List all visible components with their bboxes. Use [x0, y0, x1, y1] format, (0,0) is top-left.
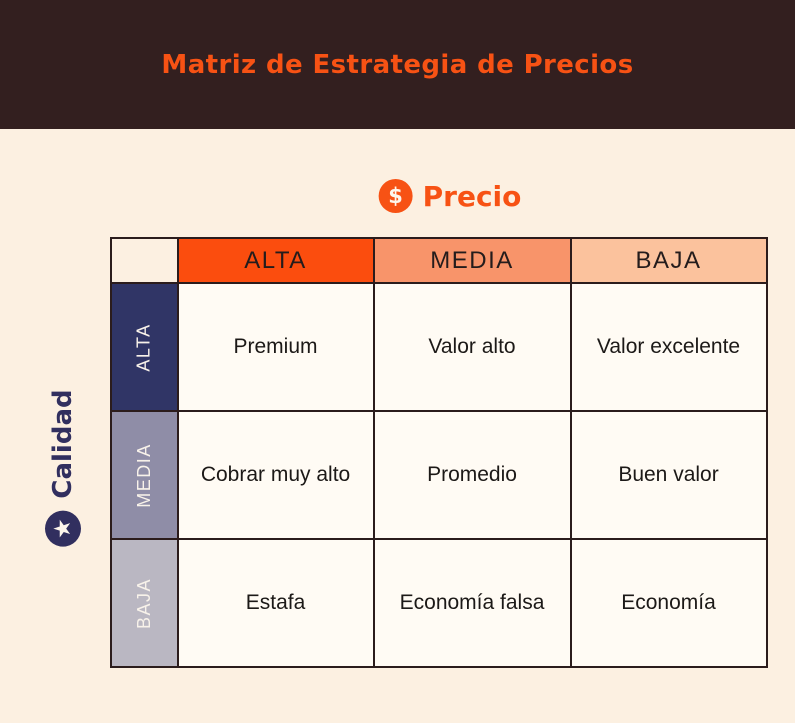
matrix-cell-1-2: Buen valor	[571, 411, 767, 539]
pricing-matrix-table	[110, 237, 768, 668]
star-circle-icon	[45, 511, 81, 547]
row-header-alta-label: ALTA	[133, 322, 154, 372]
matrix-cell-2-2: Economía	[571, 539, 767, 667]
matrix-row-media	[111, 411, 767, 539]
quality-axis-label	[45, 389, 81, 546]
col-header-baja: BAJA	[571, 238, 767, 283]
matrix-cell-0-0: Premium	[178, 283, 374, 411]
matrix-cell-2-1: Economía falsa	[374, 539, 571, 667]
quality-axis-text: Calidad	[48, 389, 78, 499]
row-header-media	[111, 411, 178, 539]
page-title: Matriz de Estrategia de Precios	[161, 49, 634, 80]
matrix-cell-0-1: Valor alto	[374, 283, 571, 411]
row-header-media-label: MEDIA	[133, 442, 154, 508]
matrix-row-alta	[111, 283, 767, 411]
matrix-cell-0-2: Valor excelente	[571, 283, 767, 411]
price-axis-text: Precio	[422, 179, 522, 213]
price-axis-label	[379, 179, 522, 213]
dollar-circle-icon	[379, 179, 413, 213]
col-header-media: MEDIA	[374, 238, 571, 283]
dollar-symbol: $	[388, 183, 403, 208]
row-header-baja-label: BAJA	[133, 577, 154, 629]
col-header-alta: ALTA	[178, 238, 374, 283]
matrix-cell-1-1: Promedio	[374, 411, 571, 539]
matrix-cell-2-0: Estafa	[178, 539, 374, 667]
header-banner	[0, 0, 795, 129]
matrix-cell-1-0: Cobrar muy alto	[178, 411, 374, 539]
column-header-row	[111, 238, 767, 283]
star-symbol: ★	[49, 518, 76, 539]
matrix-corner-spacer	[111, 238, 178, 283]
matrix-row-baja	[111, 539, 767, 667]
row-header-alta	[111, 283, 178, 411]
row-header-baja	[111, 539, 178, 667]
